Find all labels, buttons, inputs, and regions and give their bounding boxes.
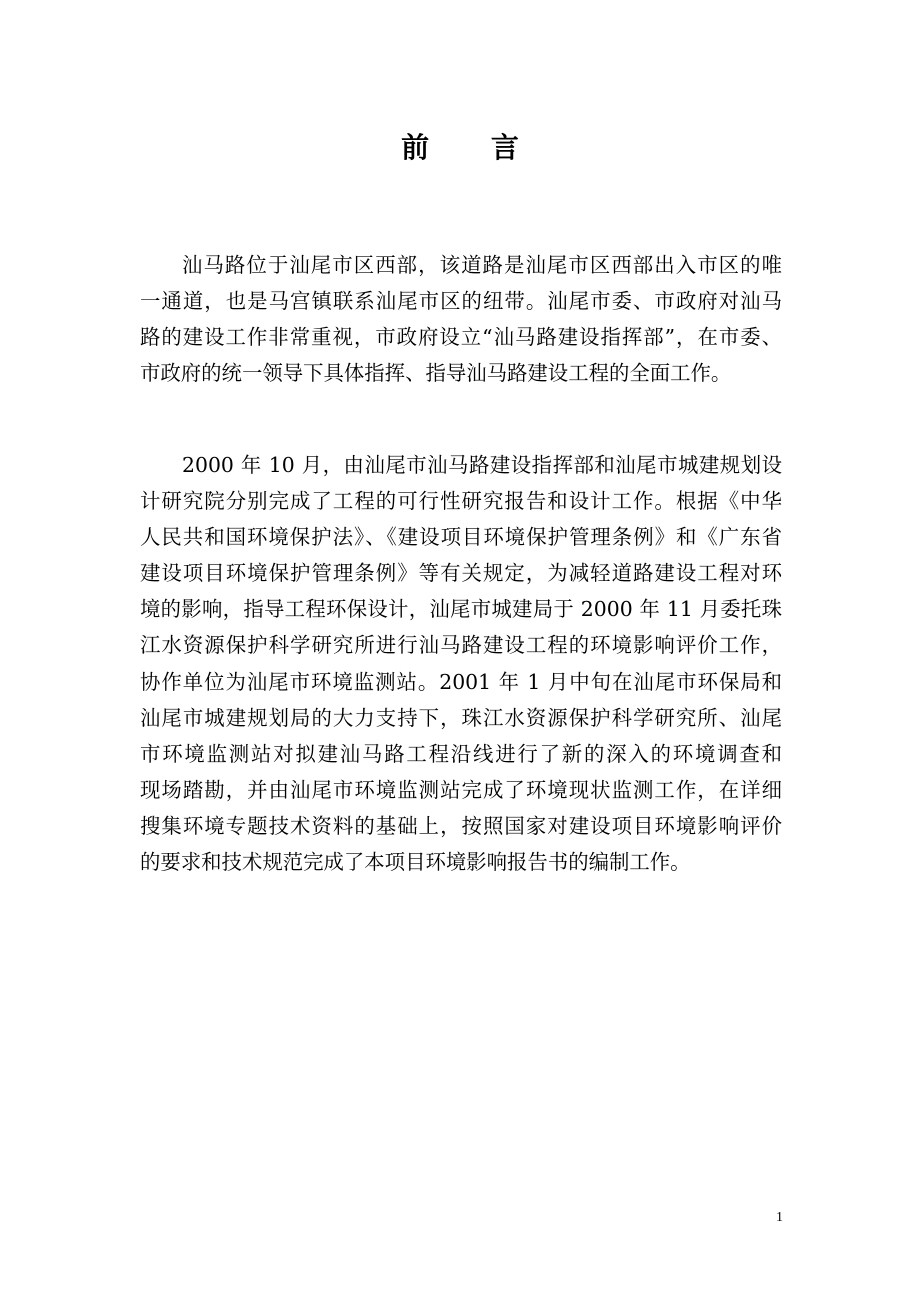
page-title: 前 言 bbox=[401, 131, 545, 164]
text-line: 汕尾市城建规划局的大力支持下，珠江水资源保护科学研究所、汕尾 bbox=[140, 705, 782, 730]
text-line: 市环境监测站对拟建汕马路工程沿线进行了新的深入的环境调查和 bbox=[140, 741, 782, 766]
text-line: 现场踏勘，并由汕尾市环境监测站完成了环境现状监测工作，在详细 bbox=[140, 777, 782, 802]
text-line: 2000 年 10 月，由汕尾市汕马路建设指挥部和汕尾市城建规划设 bbox=[182, 453, 782, 477]
text-line: 的要求和技术规范完成了本项目环境影响报告书的编制工作。 bbox=[140, 850, 691, 875]
text-line: 计研究院分别完成了工程的可行性研究报告和设计工作。根据《中华 bbox=[140, 489, 782, 514]
paragraph-2 bbox=[140, 452, 782, 885]
page-number: 1 bbox=[776, 1210, 783, 1225]
text-line: 江水资源保护科学研究所进行汕马路建设工程的环境影响评价工作， bbox=[140, 633, 782, 658]
paragraph-1 bbox=[140, 252, 782, 396]
text-line: 人民共和国环境保护法》、《建设项目环境保护管理条例》和《广东省 bbox=[140, 525, 782, 550]
text-line: 搜集环境专题技术资料的基础上，按照国家对建设项目环境影响评价 bbox=[140, 813, 782, 838]
text-line: 建设项目环境保护管理条例》等有关规定，为减轻道路建设工程对环 bbox=[140, 561, 782, 586]
text-line: 境的影响，指导工程环保设计，汕尾市城建局于 2000 年 11 月委托珠 bbox=[140, 597, 782, 622]
text-line: 路的建设工作非常重视，市政府设立“汕马路建设指挥部”，在市委、 bbox=[140, 325, 782, 350]
text-line: 协作单位为汕尾市环境监测站。2001 年 1 月中旬在汕尾市环保局和 bbox=[140, 669, 782, 694]
text-line: 一通道，也是马宫镇联系汕尾市区的纽带。汕尾市委、市政府对汕马 bbox=[140, 289, 782, 314]
text-line: 汕马路位于汕尾市区西部，该道路是汕尾市区西部出入市区的唯 bbox=[182, 253, 782, 277]
text-line: 市政府的统一领导下具体指挥、指导汕马路建设工程的全面工作。 bbox=[140, 361, 732, 386]
